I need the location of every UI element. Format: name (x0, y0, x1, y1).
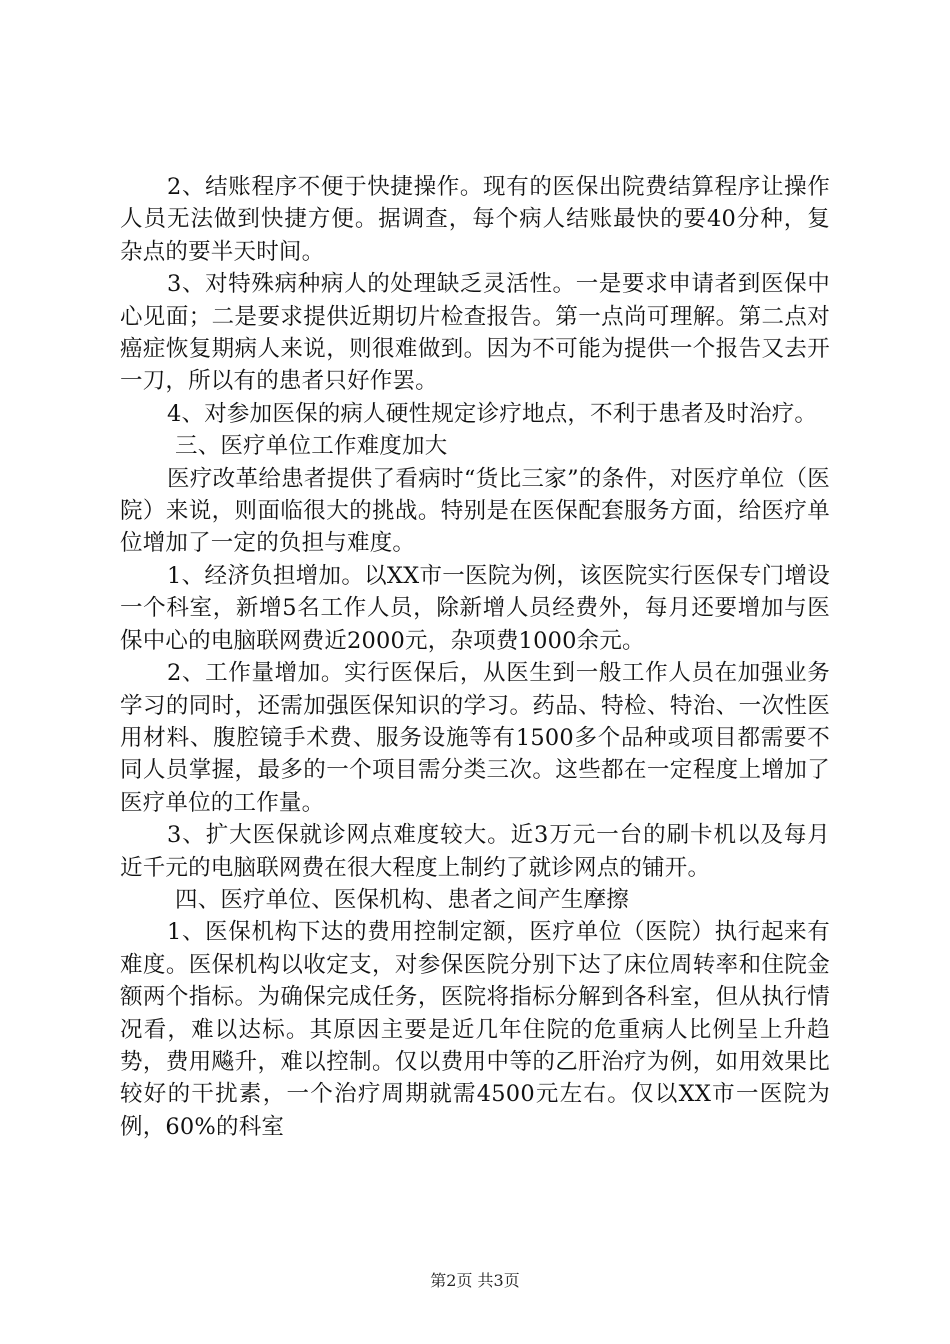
page-number: 第2页 (430, 1271, 473, 1290)
paragraph-checkout-procedure: 2、结账程序不便于快捷操作。现有的医保出院费结算程序让操作人员无法做到快捷方便。据调查，每个病人结账最快的要40分种，复杂点的要半天时间。 (120, 174, 830, 265)
paragraph-treatment-location: 4、对参加医保的病人硬性规定诊疗地点，不利于患者及时治疗。 (167, 400, 818, 427)
page-footer (0, 1271, 950, 1291)
paragraph-cost-control: 1、医保机构下达的费用控制定额，医疗单位（医院）执行起来有难度。医保机构以收定支，对参保医院分别下达了床位周转率和住院金额两个指标。为确保完成任务，医院将指标分解到各科室，但从执行情况看，难以达标。其原因主要是近几年住院的危重病人比例呈上升趋势，费用飚升，难以控制。仅以费用中等的乙肝治疗为例，如用效果比较好的干扰素，一个治疗周期就需4500元左右。仅以XX市一医院为例，60%的科室 (120, 919, 830, 1140)
paragraph-economic-burden: 1、经济负担增加。以XX市一医院为例，该医院实行医保专门增设一个科室，新增5名工作人员，除新增人员经费外，每月还要增加与医保中心的电脑联网费近2000元，杂项费1000余元。 (120, 562, 830, 654)
paragraph-special-disease: 3、对特殊病种病人的处理缺乏灵活性。一是要求申请者到医保中心见面；二是要求提供近期切片检查报告。第一点尚可理解。第二点对癌症恢复期病人来说，则很难做到。因为不可能为提供一个报告又去开一刀，所以有的患者只好作罢。 (120, 271, 830, 395)
section-heading-3: 三、医疗单位工作难度加大 (175, 433, 448, 460)
section-heading-4: 四、医疗单位、医保机构、患者之间产生摩擦 (175, 886, 630, 913)
paragraph-medical-reform: 医疗改革给患者提供了看病时“货比三家”的条件，对医疗单位（医院）来说，则面临很大的挑战。特别是在医保配套服务方面，给医疗单位增加了一定的负担与难度。 (120, 465, 830, 557)
document-body (120, 171, 830, 1143)
paragraph-workload: 2、工作量增加。实行医保后，从医生到一般工作人员在加强业务学习的同时，还需加强医保知识的学习。药品、特检、特治、一次性医用材料、腹腔镜手术费、服务设施等有1500多个品种或项目都需要不同人员掌握，最多的一个项目需分类三次。这些都在一定程度上增加了医疗单位的工作量。 (120, 660, 830, 816)
page-total: 共3页 (477, 1271, 520, 1290)
paragraph-network-expansion: 3、扩大医保就诊网点难度较大。近3万元一台的刷卡机以及每月近千元的电脑联网费在很大程度上制约了就诊网点的铺开。 (120, 822, 830, 881)
